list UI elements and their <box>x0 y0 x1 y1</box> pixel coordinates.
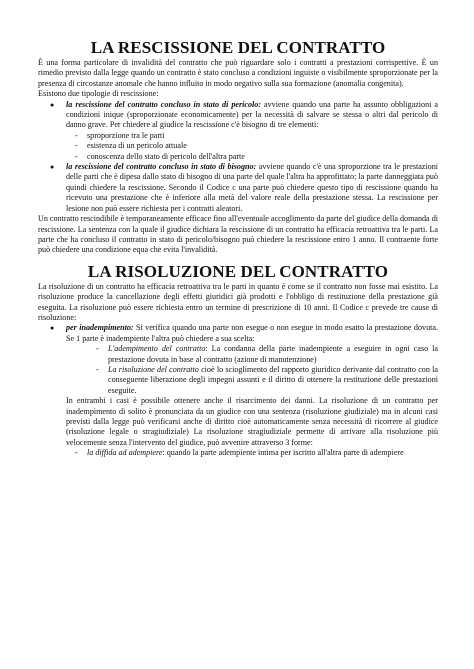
bullet-stato-di-bisogno <box>38 162 438 214</box>
list-item: - La risoluzione del contratto cioè lo scioglimento del rapporto giuridico derivante dal contratto con la conseguente liberazione degli impegni assunti e il diritto di ottenere la restituzione delle prestazioni eseguite. <box>96 364 438 395</box>
rescissione-types-intro: Esistono due tipologie di rescissione: <box>38 89 159 99</box>
list-item: - la diffida ad adempiere: quando la parte adempiente intima per iscritto all'altra parte di adempiere <box>75 448 404 458</box>
bullet-term: la rescissione del contratto concluso in stato di pericolo: <box>66 99 262 109</box>
list-item: - conoscenza dello stato di pericolo dell'altra parte <box>75 151 245 161</box>
bullet-text: Si verifica quando una parte non esegue o non esegue in modo esatto la prestazione dovuta. Se 1 parte è inadempiente l'altra può chiedere a sua scelta: <box>66 323 438 343</box>
section-title-risoluzione: LA RISOLUZIONE DEL CONTRATTO <box>87 261 389 281</box>
bullet-per-inadempimento <box>38 323 438 344</box>
list-item: - sproporzione tra le parti <box>75 130 165 140</box>
dash-icon: - <box>96 344 99 354</box>
dash-icon: - <box>75 130 78 140</box>
dash-icon: - <box>75 151 78 161</box>
bullet-dot-icon: ● <box>50 163 55 172</box>
forms-list <box>38 448 438 458</box>
choice-list <box>38 344 438 396</box>
bullet-text: avviene quando c'è una sproporzione tra le prestazioni delle parti che è dipesa dallo stato di bisogno di una parte del quale l'altra ha approfittato; la parte danneggiata può quindi chiedere la rescissione. Secondo il Codice c una parte può chiedere questo tipo di rescissione quando ha ricevuto una prestazione che è inferiore alla metà del valore reale della prestazione stessa. La rescissione per lesione non può essere richiesta per i contratti aleatori. <box>66 162 438 213</box>
dash-icon: - <box>75 448 78 458</box>
elements-list <box>38 131 438 162</box>
bullet-dot-icon: ● <box>50 100 55 109</box>
dash-icon: - <box>96 364 99 374</box>
list-item: - esistenza di un pericolo attuale <box>75 141 187 151</box>
bullet-term: per inadempimento: <box>66 323 134 333</box>
bullet-stato-di-pericolo <box>38 100 438 131</box>
section-title-rescissione: LA RESCISSIONE DEL CONTRATTO <box>90 38 386 57</box>
risoluzione-intro: La risoluzione di un contratto ha efficacia retroattiva tra le parti in quanto è come se il contratto non fosse mai esistito. La risoluzione produce la cancellazione degli effetti giuridici già prodotti e l'obbligo di restituzione della prestazione già eseguita. La risoluzione può essere richiesta entro un termine di prescrizione di 10 anni. Il Codice c prevede tre cause di risoluzione: <box>38 281 438 322</box>
rescissione-closing: Un contratto rescindibile è temporaneamente efficace fino all'eventuale accoglimento da parte del giudice della domanda di rescissione. La sentenza con la quale il giudice dichiara la rescissione di un contratto ha efficacia retroattiva tra le parti. La parte che ha concluso il contratto in stato di pericolo/bisogno può chiedere la rescissione entro 1 anno. Il contraente forte può chiedere una condizione equa che evita l'invalidità. <box>38 214 438 255</box>
rescissione-intro: È una forma particolare di invalidità del contratto che può riguardare solo i contratti a prestazioni corrispettive. È un rimedio previsto dalla legge quando un contratto è stato concluso a condizioni inguiste o visibilmente sproporzionate per la presenza di circostanze anomale che hanno influito in modo negativo sulla sua formazione (anomalia congenita). <box>38 58 438 88</box>
bullet-term: la rescissione del contratto concluso in stato di bisogno: <box>66 162 257 172</box>
bullet-dot-icon: ● <box>50 324 55 333</box>
bullet-text: avviene quando una parte ha assunto obbligazioni a condizioni inique (sproporzionate economicamente) per la necessità di salvare se stessa o altri dal pericolo di danno grave. Per chiedere al giudice la rescissione c'è bisogno di tre elementi: <box>66 99 438 130</box>
risoluzione-para2: In entrambi i casi è possibile ottenere anche il risarcimento dei danni. La risoluzione di un contratto per inadempimento di solito è pronunciata da un giudice con una sentenza (risoluzione giudiziale) ma in alcuni casi previsti dalla legge può verificarsi anche di diritto cioè automaticamente senza necessità di ricorrere al giudice (risoluzione legale o stragiudiziale) La risoluzione stragiudiziale permette di arrivare alla risoluzione più velocemente senza l'intervento del giudice, può avvenire attraverso 3 forme: <box>66 396 438 447</box>
dash-icon: - <box>75 141 78 151</box>
list-item: - L'adempimento del contratto: La condanna della parte inadempiente a eseguire in ogni caso la prestazione dovuta in base al contratto (azione di manutenzione) <box>96 344 439 364</box>
